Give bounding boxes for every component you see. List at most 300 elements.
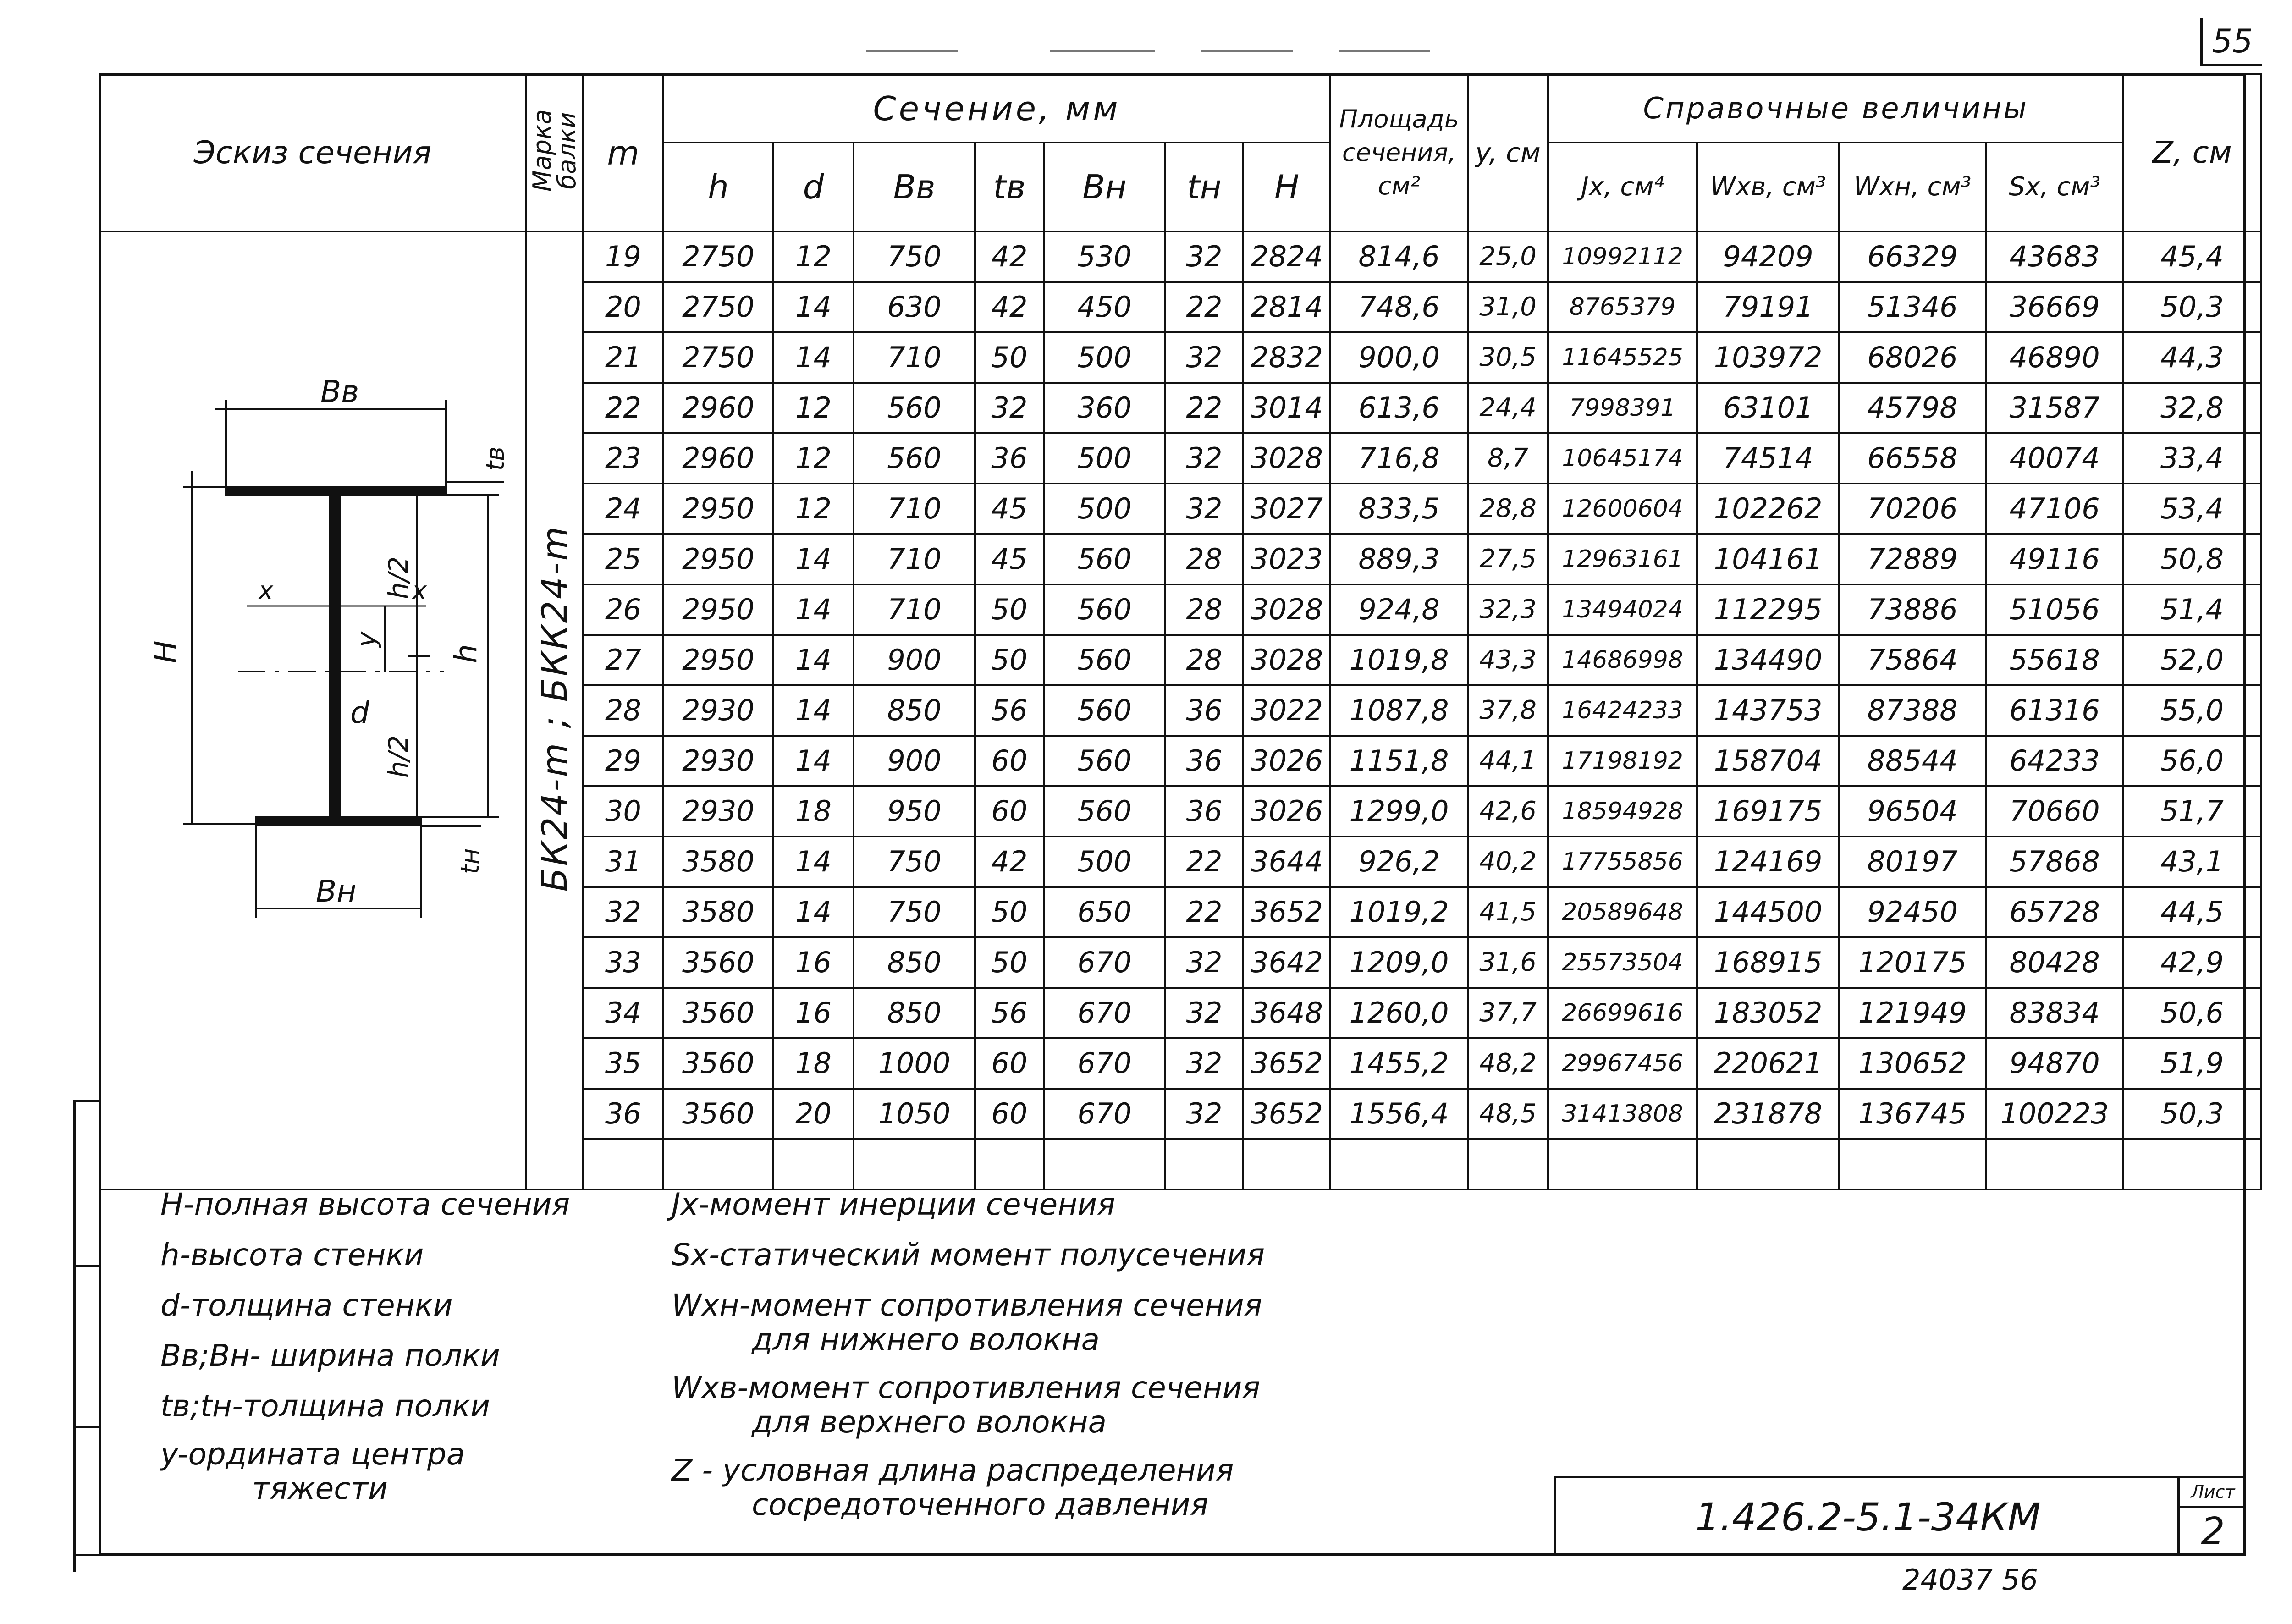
cell-d: 14	[773, 282, 854, 332]
cell-m: 33	[583, 937, 663, 988]
cell-b-top: 560	[854, 383, 975, 433]
cell-h: 2930	[663, 736, 773, 786]
cell-wx-top: 134490	[1697, 635, 1839, 685]
cell-b-top: 900	[854, 736, 975, 786]
header-h: h	[663, 143, 773, 231]
footer-code: 24037 56	[1902, 1563, 2038, 1596]
header-wx-bottom: Wxн, см³	[1839, 143, 1986, 231]
cell-sx: 70660	[1986, 786, 2123, 837]
header-mark	[526, 74, 583, 231]
cell-H: 3028	[1243, 584, 1330, 635]
cell-m: 25	[583, 534, 663, 584]
cell-b-top: 900	[854, 635, 975, 685]
cell-y: 37,8	[1468, 685, 1548, 736]
cell-H: 2824	[1243, 231, 1330, 282]
frame-tick	[73, 1426, 101, 1428]
cell-area: 1019,2	[1330, 887, 1468, 937]
cell-y: 27,5	[1468, 534, 1548, 584]
cell-d: 14	[773, 736, 854, 786]
cell-t-top: 42	[975, 837, 1044, 887]
cell-sx: 47106	[1986, 484, 2123, 534]
cell-area: 814,6	[1330, 231, 1468, 282]
cell-t-bottom: 36	[1165, 786, 1243, 837]
beam-mark-cell	[526, 231, 583, 1189]
cell-t-top: 50	[975, 887, 1044, 937]
table-row	[99, 231, 2261, 282]
cell-sx: 36669	[1986, 282, 2123, 332]
legend-z-cont: сосредоточенного давления	[752, 1487, 1209, 1522]
cell-y: 31,6	[1468, 937, 1548, 988]
legend-h: h-высота стенки	[160, 1237, 424, 1272]
cell-sx: 43683	[1986, 231, 2123, 282]
cell-h: 2930	[663, 786, 773, 837]
cell-m: 24	[583, 484, 663, 534]
cell-H: 3022	[1243, 685, 1330, 736]
cell-wx-top: 158704	[1697, 736, 1839, 786]
section-sketch-cell	[99, 231, 526, 1189]
cell-sx: 31587	[1986, 383, 2123, 433]
legend-sx: Sx-статический момент полусечения	[672, 1237, 1265, 1272]
header-jx: Jx, см⁴	[1548, 143, 1697, 231]
cell-jx: 25573504	[1548, 937, 1697, 988]
cell-area: 1455,2	[1330, 1038, 1468, 1089]
cell-h: 3580	[663, 837, 773, 887]
cell-b-bottom: 560	[1044, 786, 1165, 837]
header-t-bottom: tн	[1165, 143, 1243, 231]
cell-z: 44,5	[2123, 887, 2261, 937]
cell-d: 16	[773, 937, 854, 988]
cell-b-bottom: 650	[1044, 887, 1165, 937]
cell-t-bottom: 22	[1165, 282, 1243, 332]
cell-b-top: 710	[854, 584, 975, 635]
section-properties-table	[99, 73, 2262, 1190]
cell-t-bottom: 32	[1165, 988, 1243, 1038]
cell-y: 24,4	[1468, 383, 1548, 433]
cell-area: 1260,0	[1330, 988, 1468, 1038]
cell-h: 3560	[663, 1089, 773, 1139]
cell-y: 37,7	[1468, 988, 1548, 1038]
document-code: 1.426.2-5.1-34КМ	[1695, 1495, 2041, 1540]
header-reference-group: Справочные величины	[1548, 74, 2123, 143]
cell-z: 56,0	[2123, 736, 2261, 786]
cell-H: 3652	[1243, 1089, 1330, 1139]
cell-wx-bottom: 70206	[1839, 484, 1986, 534]
cell-d: 20	[773, 1089, 854, 1139]
cell-area: 1209,0	[1330, 937, 1468, 988]
cell-t-top: 60	[975, 1089, 1044, 1139]
cell-t-bottom: 32	[1165, 231, 1243, 282]
cell-area: 716,8	[1330, 433, 1468, 484]
cell-b-top: 750	[854, 837, 975, 887]
cell-t-top: 45	[975, 534, 1044, 584]
top-flange	[226, 487, 446, 495]
cell-m: 23	[583, 433, 663, 484]
cell-sx: 100223	[1986, 1089, 2123, 1139]
cell-d: 14	[773, 685, 854, 736]
header-b-bottom: Bн	[1044, 143, 1165, 231]
cell-jx: 12963161	[1548, 534, 1697, 584]
cell-area: 613,6	[1330, 383, 1468, 433]
cell-z: 45,4	[2123, 231, 2261, 282]
cell-t-top: 50	[975, 332, 1044, 383]
cell-area: 1299,0	[1330, 786, 1468, 837]
cell-m: 28	[583, 685, 663, 736]
table-body	[99, 231, 2261, 1189]
cell-wx-top: 144500	[1697, 887, 1839, 937]
legend-b: Bв;Bн- ширина полки	[160, 1338, 500, 1373]
cell-sx: 46890	[1986, 332, 2123, 383]
top-dash	[1050, 50, 1155, 52]
cell-area: 900,0	[1330, 332, 1468, 383]
cell-sx: 83834	[1986, 988, 2123, 1038]
cell-sx: 51056	[1986, 584, 2123, 635]
cell-wx-top: 220621	[1697, 1038, 1839, 1089]
cell-t-bottom: 22	[1165, 383, 1243, 433]
cell-z: 55,0	[2123, 685, 2261, 736]
cell-H: 3652	[1243, 1038, 1330, 1089]
cell-h: 2950	[663, 534, 773, 584]
cell-t-bottom: 36	[1165, 736, 1243, 786]
header-z: Z, см	[2123, 74, 2261, 231]
cell-b-bottom: 670	[1044, 937, 1165, 988]
legend-wx-bottom-cont: для нижнего волокна	[752, 1322, 1100, 1357]
cell-wx-bottom: 88544	[1839, 736, 1986, 786]
cell-area: 748,6	[1330, 282, 1468, 332]
cell-wx-bottom: 66329	[1839, 231, 1986, 282]
cell-wx-bottom: 136745	[1839, 1089, 1986, 1139]
cell-m: 35	[583, 1038, 663, 1089]
header-sx: Sx, см³	[1986, 143, 2123, 231]
cell-b-bottom: 500	[1044, 433, 1165, 484]
cell-d: 14	[773, 332, 854, 383]
cell-area: 1151,8	[1330, 736, 1468, 786]
cell-wx-top: 79191	[1697, 282, 1839, 332]
cell-wx-top: 63101	[1697, 383, 1839, 433]
cell-d: 12	[773, 433, 854, 484]
legend-H: H-полная высота сечения	[160, 1187, 570, 1222]
cell-wx-bottom: 51346	[1839, 282, 1986, 332]
cell-h: 3560	[663, 988, 773, 1038]
bottom-flange	[256, 817, 421, 825]
cell-jx: 11645525	[1548, 332, 1697, 383]
cell-t-top: 60	[975, 1038, 1044, 1089]
cell-wx-top: 169175	[1697, 786, 1839, 837]
top-dash	[866, 50, 958, 52]
header-t-top: tв	[975, 143, 1044, 231]
cell-h: 2930	[663, 685, 773, 736]
cell-d: 12	[773, 383, 854, 433]
cell-d: 14	[773, 635, 854, 685]
cell-y: 30,5	[1468, 332, 1548, 383]
cell-area: 926,2	[1330, 837, 1468, 887]
cell-t-top: 45	[975, 484, 1044, 534]
cell-d: 12	[773, 231, 854, 282]
cell-t-top: 50	[975, 635, 1044, 685]
cell-t-top: 50	[975, 584, 1044, 635]
page-number: 55	[2200, 18, 2262, 66]
cell-h: 2750	[663, 282, 773, 332]
cell-m: 22	[583, 383, 663, 433]
cell-m: 32	[583, 887, 663, 937]
cell-sx: 61316	[1986, 685, 2123, 736]
cell-h: 2960	[663, 433, 773, 484]
cell-wx-top: 103972	[1697, 332, 1839, 383]
cell-b-bottom: 560	[1044, 736, 1165, 786]
cell-wx-bottom: 73886	[1839, 584, 1986, 635]
cell-H: 3028	[1243, 433, 1330, 484]
cell-h: 3580	[663, 887, 773, 937]
legend-wx-top: Wxв-момент сопротивления сечения	[672, 1370, 1261, 1405]
cell-jx: 16424233	[1548, 685, 1697, 736]
cell-area: 1087,8	[1330, 685, 1468, 736]
header-y: y, см	[1468, 74, 1548, 231]
cell-z: 32,8	[2123, 383, 2261, 433]
cell-b-bottom: 500	[1044, 837, 1165, 887]
header-H: H	[1243, 143, 1330, 231]
cell-y: 25,0	[1468, 231, 1548, 282]
cell-wx-bottom: 130652	[1839, 1038, 1986, 1089]
cell-t-bottom: 32	[1165, 484, 1243, 534]
cell-h: 3560	[663, 1038, 773, 1089]
cell-z: 50,3	[2123, 1089, 2261, 1139]
label-h-half-upper: h/2	[383, 556, 414, 599]
cell-h: 2950	[663, 584, 773, 635]
cell-jx: 13494024	[1548, 584, 1697, 635]
cell-m: 34	[583, 988, 663, 1038]
label-t-bottom: tн	[456, 848, 485, 874]
cell-b-bottom: 500	[1044, 484, 1165, 534]
cell-z: 50,3	[2123, 282, 2261, 332]
cell-t-bottom: 32	[1165, 1038, 1243, 1089]
cell-b-bottom: 500	[1044, 332, 1165, 383]
cell-wx-bottom: 45798	[1839, 383, 1986, 433]
title-block	[1554, 1476, 2246, 1556]
cell-y: 28,8	[1468, 484, 1548, 534]
cell-b-bottom: 560	[1044, 635, 1165, 685]
cell-b-top: 630	[854, 282, 975, 332]
cell-b-top: 1050	[854, 1089, 975, 1139]
cell-wx-bottom: 68026	[1839, 332, 1986, 383]
cell-y: 40,2	[1468, 837, 1548, 887]
cell-t-bottom: 22	[1165, 887, 1243, 937]
cell-m: 19	[583, 231, 663, 282]
cell-b-bottom: 360	[1044, 383, 1165, 433]
cell-sx: 40074	[1986, 433, 2123, 484]
legend-wx-bottom: Wxн-момент сопротивления сечения	[672, 1288, 1262, 1323]
cell-b-bottom: 560	[1044, 584, 1165, 635]
cell-h: 2750	[663, 231, 773, 282]
cell-d: 14	[773, 837, 854, 887]
cell-wx-top: 112295	[1697, 584, 1839, 635]
cell-jx: 20589648	[1548, 887, 1697, 937]
cell-H: 2832	[1243, 332, 1330, 383]
cell-y: 42,6	[1468, 786, 1548, 837]
sheet-label: Лист	[2180, 1478, 2246, 1508]
top-dash	[1339, 50, 1430, 52]
cell-H: 3642	[1243, 937, 1330, 988]
cell-wx-top: 74514	[1697, 433, 1839, 484]
cell-H: 3644	[1243, 837, 1330, 887]
cell-z: 50,8	[2123, 534, 2261, 584]
cell-sx: 55618	[1986, 635, 2123, 685]
legend-d: d-толщина стенки	[160, 1288, 453, 1323]
cell-t-top: 42	[975, 231, 1044, 282]
cell-sx: 65728	[1986, 887, 2123, 937]
legend-z: Z - условная длина распределения	[672, 1453, 1234, 1488]
cell-area: 833,5	[1330, 484, 1468, 534]
cell-m: 20	[583, 282, 663, 332]
cell-t-top: 56	[975, 988, 1044, 1038]
cell-sx: 94870	[1986, 1038, 2123, 1089]
label-y: y	[351, 631, 382, 647]
cell-t-top: 50	[975, 937, 1044, 988]
cell-H: 3652	[1243, 887, 1330, 937]
cell-jx: 12600604	[1548, 484, 1697, 534]
cell-t-top: 36	[975, 433, 1044, 484]
cell-H: 3023	[1243, 534, 1330, 584]
cell-m: 29	[583, 736, 663, 786]
cell-wx-top: 104161	[1697, 534, 1839, 584]
cell-z: 43,1	[2123, 837, 2261, 887]
cell-b-bottom: 670	[1044, 1038, 1165, 1089]
cell-z: 53,4	[2123, 484, 2261, 534]
cell-b-top: 850	[854, 685, 975, 736]
cell-b-top: 750	[854, 887, 975, 937]
cell-t-top: 56	[975, 685, 1044, 736]
cell-area: 924,8	[1330, 584, 1468, 635]
cell-m: 26	[583, 584, 663, 635]
cell-b-top: 1000	[854, 1038, 975, 1089]
header-area: Площадь сечения, см²	[1330, 74, 1468, 231]
cell-h: 2960	[663, 383, 773, 433]
cell-wx-bottom: 120175	[1839, 937, 1986, 988]
cell-z: 51,7	[2123, 786, 2261, 837]
header-mark-text: Марка балки	[527, 109, 581, 192]
cell-z: 44,3	[2123, 332, 2261, 383]
cell-H: 3028	[1243, 635, 1330, 685]
cell-h: 2950	[663, 484, 773, 534]
cell-b-bottom: 450	[1044, 282, 1165, 332]
cell-sx: 64233	[1986, 736, 2123, 786]
cell-h: 2950	[663, 635, 773, 685]
cell-t-bottom: 36	[1165, 685, 1243, 736]
cell-jx: 17198192	[1548, 736, 1697, 786]
cell-d: 14	[773, 534, 854, 584]
cell-H: 3027	[1243, 484, 1330, 534]
cell-t-bottom: 22	[1165, 837, 1243, 887]
cell-wx-top: 94209	[1697, 231, 1839, 282]
cell-b-top: 710	[854, 484, 975, 534]
cell-wx-top: 183052	[1697, 988, 1839, 1038]
cell-b-bottom: 670	[1044, 1089, 1165, 1139]
frame-tick	[73, 1554, 101, 1556]
frame-left-margin	[73, 1100, 76, 1572]
sheet-number: 2	[2201, 1510, 2225, 1553]
cell-z: 33,4	[2123, 433, 2261, 484]
cell-z: 52,0	[2123, 635, 2261, 685]
cell-H: 3648	[1243, 988, 1330, 1038]
top-dash	[1201, 50, 1293, 52]
cell-t-bottom: 32	[1165, 332, 1243, 383]
legend-y: y-ордината центра	[160, 1437, 465, 1472]
cell-jx: 14686998	[1548, 635, 1697, 685]
cell-m: 27	[583, 635, 663, 685]
frame-tick	[73, 1265, 101, 1267]
cell-t-bottom: 32	[1165, 433, 1243, 484]
cell-jx: 10992112	[1548, 231, 1697, 282]
cell-b-bottom: 670	[1044, 988, 1165, 1038]
cell-wx-top: 124169	[1697, 837, 1839, 887]
cell-t-top: 32	[975, 383, 1044, 433]
cell-jx: 7998391	[1548, 383, 1697, 433]
cell-d: 12	[773, 484, 854, 534]
sheet-box	[2177, 1478, 2246, 1556]
cell-m: 21	[583, 332, 663, 383]
cell-wx-bottom: 72889	[1839, 534, 1986, 584]
cell-d: 18	[773, 786, 854, 837]
cell-b-bottom: 560	[1044, 534, 1165, 584]
cell-y: 48,2	[1468, 1038, 1548, 1089]
cell-b-bottom: 530	[1044, 231, 1165, 282]
cell-h: 3560	[663, 937, 773, 988]
cell-wx-bottom: 87388	[1839, 685, 1986, 736]
i-beam-sketch	[100, 232, 526, 1167]
cell-y: 48,5	[1468, 1089, 1548, 1139]
cell-d: 16	[773, 988, 854, 1038]
cell-t-bottom: 28	[1165, 534, 1243, 584]
cell-b-top: 560	[854, 433, 975, 484]
cell-m: 36	[583, 1089, 663, 1139]
cell-wx-top: 168915	[1697, 937, 1839, 988]
legend-wx-top-cont: для верхнего волокна	[752, 1404, 1107, 1440]
cell-H: 3014	[1243, 383, 1330, 433]
cell-t-top: 42	[975, 282, 1044, 332]
cell-y: 31,0	[1468, 282, 1548, 332]
cell-sx: 49116	[1986, 534, 2123, 584]
cell-h: 2750	[663, 332, 773, 383]
cell-d: 18	[773, 1038, 854, 1089]
label-x-left: x	[259, 576, 273, 605]
cell-y: 43,3	[1468, 635, 1548, 685]
cell-d: 14	[773, 887, 854, 937]
label-h: h	[448, 644, 484, 663]
cell-wx-bottom: 66558	[1839, 433, 1986, 484]
legend-t: tв;tн-толщина полки	[160, 1388, 490, 1424]
label-b-bottom: Bн	[316, 874, 357, 909]
cell-t-bottom: 28	[1165, 584, 1243, 635]
cell-jx: 29967456	[1548, 1038, 1697, 1089]
header-m: m	[583, 74, 663, 231]
cell-area: 1556,4	[1330, 1089, 1468, 1139]
cell-H: 3026	[1243, 736, 1330, 786]
legend-y-cont: тяжести	[252, 1471, 388, 1506]
cell-b-top: 710	[854, 534, 975, 584]
cell-m: 31	[583, 837, 663, 887]
header-section-group: Сечение, мм	[663, 74, 1330, 143]
cell-t-top: 60	[975, 786, 1044, 837]
cell-wx-bottom: 92450	[1839, 887, 1986, 937]
cell-b-bottom: 560	[1044, 685, 1165, 736]
cell-wx-top: 231878	[1697, 1089, 1839, 1139]
cell-H: 2814	[1243, 282, 1330, 332]
cell-area: 1019,8	[1330, 635, 1468, 685]
cell-jx: 31413808	[1548, 1089, 1697, 1139]
cell-z: 50,6	[2123, 988, 2261, 1038]
cell-b-top: 950	[854, 786, 975, 837]
cell-jx: 8765379	[1548, 282, 1697, 332]
label-d: d	[350, 695, 369, 730]
cell-wx-bottom: 80197	[1839, 837, 1986, 887]
